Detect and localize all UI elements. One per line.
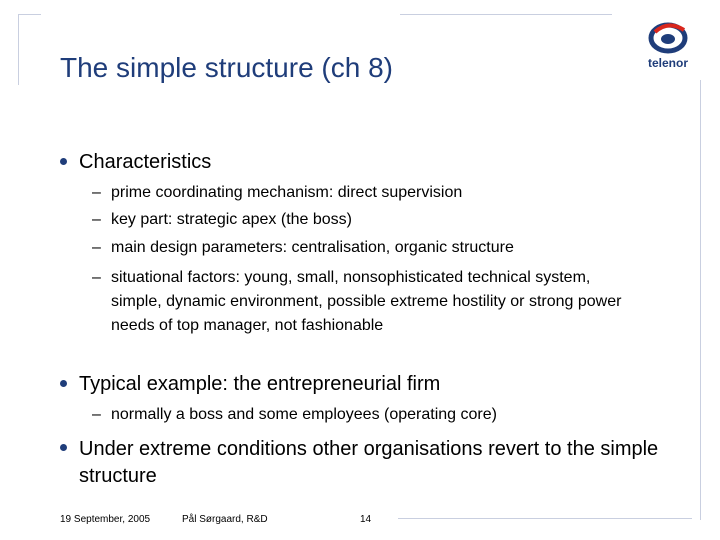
sub-dash: – [92,269,101,286]
bullet-text: Under extreme conditions other organisations revert to the simple structure [79,438,659,487]
frame-top-line [400,14,612,15]
bullet-dot [60,444,67,451]
slide-title: The simple structure (ch 8) [60,52,393,83]
bullet-text: Characteristics [79,151,212,173]
sub-dash: – [92,211,101,228]
sub-dash: – [92,184,101,201]
bullet-text: Typical example: the entrepreneurial firm [79,373,441,395]
sub-text: key part: strategic apex (the boss) [111,211,352,228]
telenor-logo-mark [628,18,708,56]
logo-wordmark: telenor [647,56,688,70]
bullet-dot [60,158,67,165]
footer-date: 19 September, 2005 [60,514,151,525]
page-number: 14 [360,514,372,525]
sub-dash: – [92,239,101,256]
bullet-dot [60,380,67,387]
sub-text: situational factors: young, small, nonsophisticated technical system, simple, dynamic environment, possible extreme hostility or strong power needs of top manager, not fashionable [111,269,622,334]
sub-text: prime coordinating mechanism: direct supervision [111,184,463,201]
telenor-logo [628,18,708,72]
footer-rule [398,518,692,519]
frame-top-left [18,14,41,85]
sub-dash: – [92,406,101,423]
sub-text: normally a boss and some employees (operating core) [111,406,497,423]
footer-author: Pål Sørgaard, R&D [182,514,268,525]
sub-text: main design parameters: centralisation, organic structure [111,239,514,256]
frame-right [700,80,701,520]
